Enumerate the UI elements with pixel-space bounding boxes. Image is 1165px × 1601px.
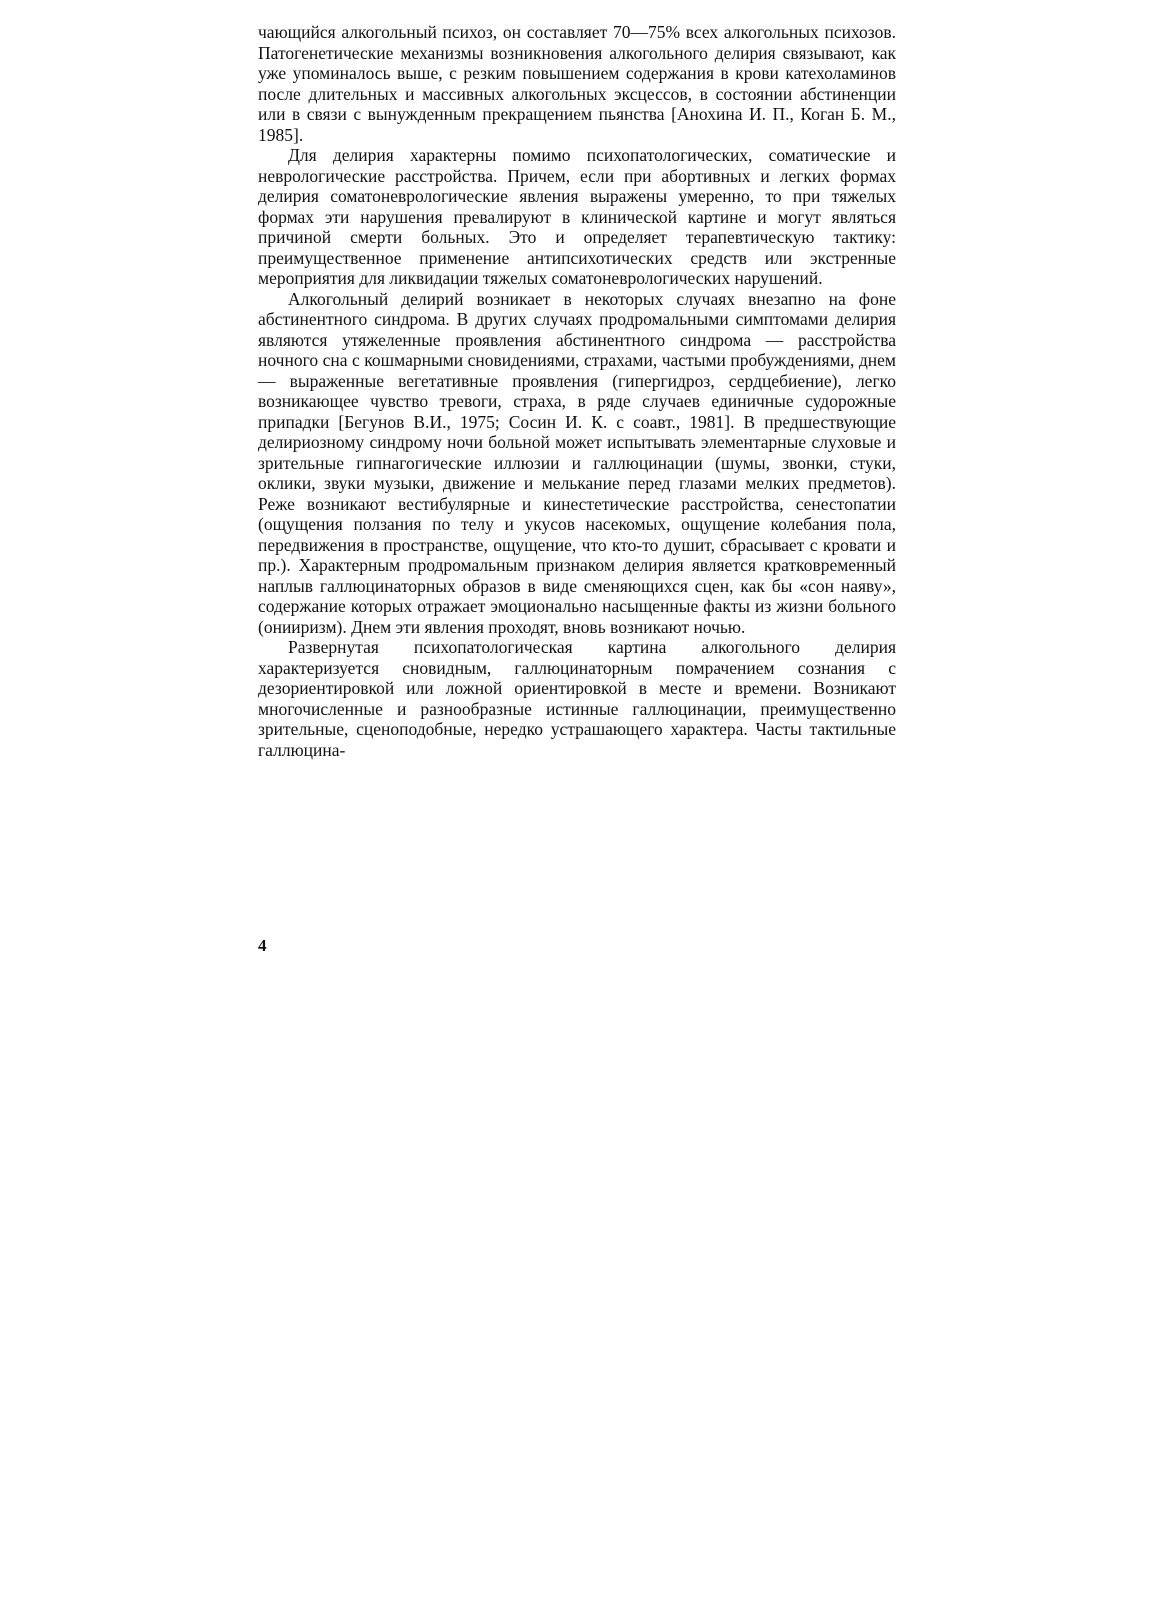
paragraph-2: Для делирия характерны помимо психопатологических, соматические и неврологические расстройства. Причем, если при абортивных и легких формах делирия соматоневрологические явления выражены умеренно, то при тяжелых формах эти нарушения превалируют в клинической картине и могут являться причиной смерти больных. Это и определяет терапевтическую тактику: преимущественное применение антипсихотических средств или экстренные мероприятия для ликвидации тяжелых соматоневрологических нарушений. <box>258 145 896 288</box>
page-body <box>258 22 896 760</box>
paragraph-3: Алкогольный делирий возникает в некоторых случаях внезапно на фоне абстинентного синдрома. В других случаях продромальными симптомами делирия являются утяжеленные проявления абстинентного синдрома — расстройства ночного сна с кошмарными сновидениями, страхами, частыми пробуждениями, днем — выраженные вегетативные проявления (гипергидроз, сердцебиение), легко возникающее чувство тревоги, страха, в ряде случаев единичные судорожные припадки [Бегунов В.И., 1975; Сосин И. К. с соавт., 1981]. В предшествующие делириозному синдрому ночи больной может испытывать элементарные слуховые и зрительные гипнагогические иллюзии и галлюцинации (шумы, звонки, стуки, оклики, звуки музыки, движение и мелькание перед глазами мелких предметов). Реже возникают вестибулярные и кинестетические расстройства, сенестопатии (ощущения ползания по телу и укусов насекомых, ощущение колебания пола, передвижения в пространстве, ощущение, что кто-то душит, сбрасывает с кровати и пр.). Характерным продромальным признаком делирия является кратковременный наплыв галлюцинаторных образов в виде сменяющихся сцен, как бы «сон наяву», содержание которых отражает эмоционально насыщенные факты из жизни больного (онииризм). Днем эти явления проходят, вновь возникают ночью. <box>258 288 896 637</box>
page-number: 4 <box>258 936 267 955</box>
paragraph-4: Развернутая психопатологическая картина алкогольного делирия характеризуется сновидным, галлюцинаторным помрачением сознания с дезориентировкой или ложной ориентировкой в месте и времени. Возникают многочисленные и разнообразные истинные галлюцинации, преимущественно зрительные, сценоподобные, нередко устрашающего характера. Часты тактильные галлюцина- <box>258 637 896 760</box>
paragraph-1: чающийся алкогольный психоз, он составляет 70—75% всех алкогольных психозов. Патогенетические механизмы возникновения алкогольного делирия связывают, как уже упоминалось выше, с резким повышением содержания в крови катехоламинов после длительных и массивных алкогольных эксцессов, в состоянии абстиненции или в связи с вынужденным прекращением пьянства [Анохина И. П., Коган Б. М., 1985]. <box>258 22 896 145</box>
